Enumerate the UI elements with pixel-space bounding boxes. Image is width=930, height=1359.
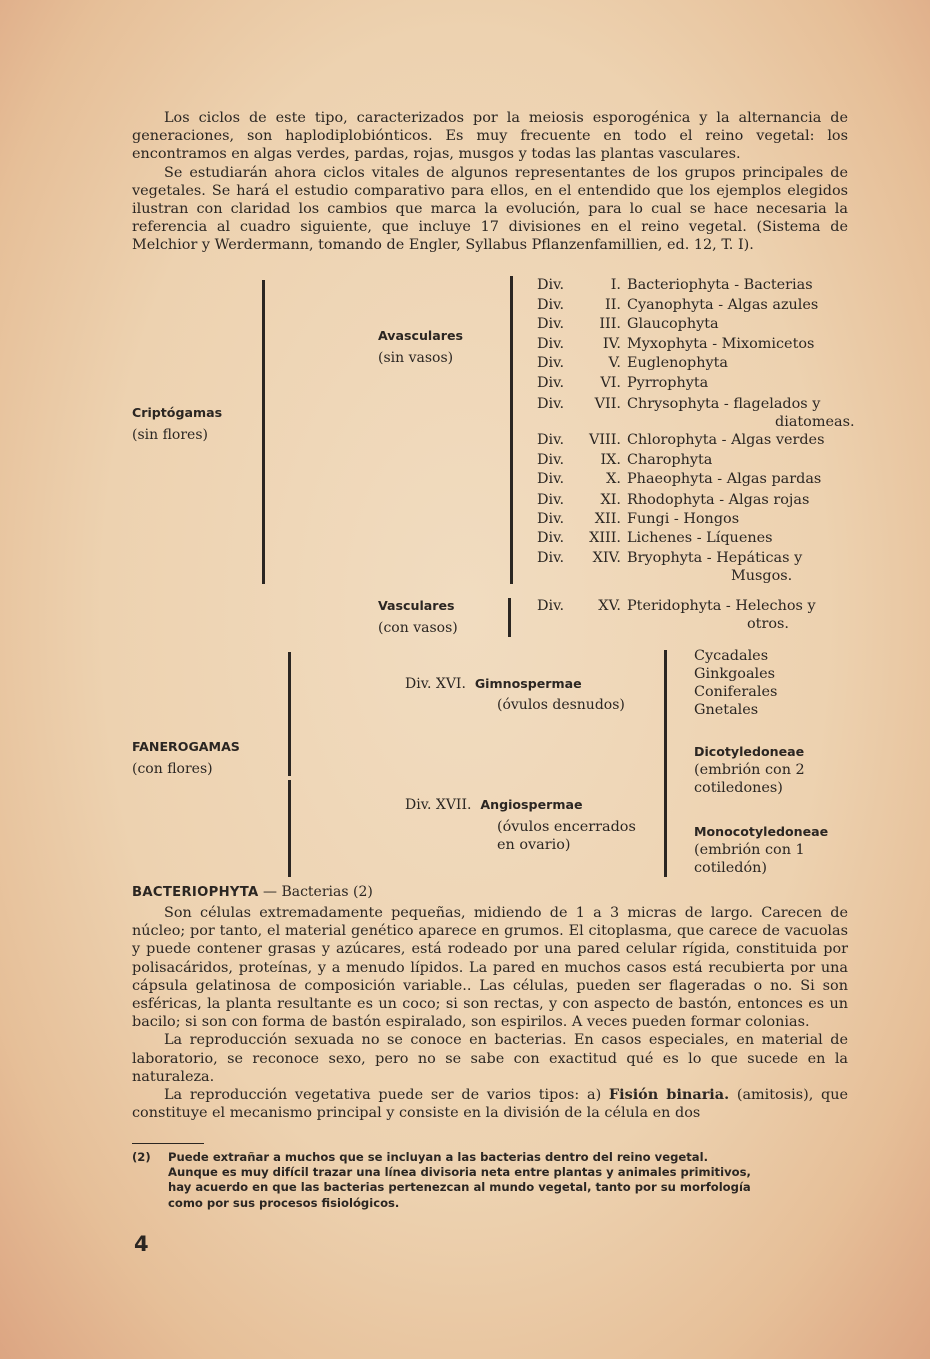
division-name: Euglenophyta: [627, 355, 729, 371]
division-prefix: Div.: [537, 396, 565, 412]
division-row: [537, 490, 809, 510]
division-name-continuation: otros.: [747, 616, 789, 632]
division-roman: II.: [605, 297, 621, 313]
bacteria-paragraph-3: La reproducción vegetativa puede ser de varios tipos: a) Fisión binaria. (amitosis), que constituye el mecanismo principal y consiste en la división de la célula en dos: [132, 1086, 848, 1122]
division-prefix: Div.: [537, 297, 565, 313]
division-prefix: Div.: [537, 316, 565, 332]
division-roman: I.: [610, 277, 621, 293]
monocot-name: Monocotyledoneae: [694, 824, 829, 839]
division-prefix: Div.: [537, 375, 565, 391]
division-roman: III.: [599, 316, 621, 332]
footnote-line-1: Puede extrañar a muchos que se incluyan a las bacterias dentro del reino vegetal.: [168, 1150, 708, 1164]
division-row: [537, 275, 813, 295]
division-name-continuation: Musgos.: [731, 568, 793, 584]
bacteria-paragraph-2: La reproducción sexuada no se conoce en bacterias. En casos especiales, en material de laboratorio, se reconoce sexo, pero no se sabe con exactitud qué es lo que sucede en la naturaleza.: [132, 1032, 848, 1085]
div17-label: Div. XVII. Angiospermae: [405, 797, 583, 813]
vasculares-label: Vasculares (con vasos): [378, 598, 458, 636]
criptogamas-bracket: [262, 280, 265, 584]
fanerogamas-bracket-lower: [288, 780, 291, 877]
div16-desc: (óvulos desnudos): [497, 697, 625, 713]
fanerogamas-bracket-upper: [288, 652, 291, 776]
order-item: Cycadales: [694, 648, 769, 664]
orders-bracket: [664, 650, 667, 877]
monocot-group: [694, 823, 828, 877]
vasculares-bracket: [508, 598, 511, 637]
division-name: Chrysophyta - flagelados y: [627, 396, 821, 412]
division-row: [537, 596, 816, 616]
division-name: Lichenes - Líquenes: [627, 530, 773, 546]
division-row: [537, 450, 712, 470]
division-name: Bacteriophyta - Bacterias: [627, 277, 813, 293]
div17-desc: (óvulos encerrados en ovario): [497, 819, 636, 853]
dicot-desc-1: (embrión con 2: [694, 762, 805, 778]
division-roman: IX.: [600, 452, 621, 468]
division-row: [537, 314, 719, 334]
footnote-line-3: hay acuerdo en que las bacterias pertenezcan al mundo vegetal, tanto por su morfología: [168, 1180, 751, 1195]
footnote-rule: [132, 1143, 204, 1144]
division-prefix: Div.: [537, 336, 565, 352]
avasculares-bracket: [510, 276, 513, 584]
gymno-orders: [694, 647, 777, 719]
division-prefix: Div.: [537, 452, 565, 468]
division-row: [537, 548, 802, 568]
page-number: 4: [134, 1232, 149, 1256]
division-name: Bryophyta - Hepáticas y: [627, 550, 803, 566]
division-row: [537, 334, 814, 354]
order-item: Coniferales: [694, 684, 778, 700]
division-name-continuation: diatomeas.: [775, 414, 855, 430]
division-prefix: Div.: [537, 355, 565, 371]
division-name: Rhodophyta - Algas rojas: [627, 492, 810, 508]
bacteria-text: [132, 904, 848, 1122]
division-prefix: Div.: [537, 530, 565, 546]
division-roman: V.: [608, 355, 621, 371]
division-name: Fungi - Hongos: [627, 511, 740, 527]
dicot-desc-2: cotiledones): [694, 780, 783, 796]
division-roman: VII.: [594, 396, 621, 412]
division-row: [537, 528, 773, 548]
division-roman: XI.: [600, 492, 621, 508]
dicot-name: Dicotyledoneae: [694, 744, 805, 759]
intro-paragraph-2: Se estudiarán ahora ciclos vitales de algunos representantes de los grupos principales de vegetales. Se hará el estudio comparativo para ellos, en el entendido que los ejemplos elegidos ilustran con claridad los cambios que marca la evolución, para lo cual se hace necesaria la referencia al cuadro siguiente, que incluye 17 divisiones en el reino vegetal. (Sistema de Melchior y Werdermann, tomando de Engler, Syllabus Pflanzenfamillien, ed. 12, T. I).: [132, 164, 848, 254]
division-name: Phaeophyta - Algas pardas: [627, 471, 822, 487]
division-row: [537, 430, 824, 450]
division-roman: VIII.: [588, 432, 621, 448]
division-prefix: Div.: [537, 432, 565, 448]
division-roman: XIV.: [592, 550, 621, 566]
order-item: Ginkgoales: [694, 666, 776, 682]
bacteria-paragraph-1: Son células extremadamente pequeñas, midiendo de 1 a 3 micras de largo. Carecen de núcleo; por tanto, el material genético aparece en grumos. El citoplasma, que carece de vacuolas y puede contener grasas y azúcares, está rodeado por una pared celular rígida, constituida por polisacáridos, proteínas, y a menudo lípidos. La pared en muchos casos está recubierta por una cápsula gelatinosa de composición variable.. Las células, pueden ser flageradas o no. Si son esféricas, la planta resultante es un coco; si son rectas, y con aspecto de bastón, entonces es un bacilo; si son con forma de bastón espiralado, son espirilos. A veces pueden formar colonias.: [132, 905, 848, 1031]
footnote-line-2: Aunque es muy difícil trazar una línea divisoria neta entre plantas y animales primitivos,: [168, 1165, 751, 1180]
criptogamas-label: Criptógamas (sin flores): [132, 405, 223, 443]
division-row: [537, 469, 821, 489]
division-name: Pyrrophyta: [627, 375, 709, 391]
division-name: Pteridophyta - Helechos y: [627, 598, 816, 614]
division-row: [537, 373, 708, 393]
division-prefix: Div.: [537, 471, 565, 487]
division-roman: VI.: [600, 375, 621, 391]
intro-text: [132, 109, 848, 255]
order-item: Gnetales: [694, 702, 759, 718]
division-prefix: Div.: [537, 598, 565, 614]
footnote-line-4: como por sus procesos fisiológicos.: [168, 1195, 400, 1210]
division-prefix: Div.: [537, 550, 565, 566]
division-name: Myxophyta - Mixomicetos: [627, 336, 815, 352]
division-roman: XV.: [598, 598, 621, 614]
division-prefix: Div.: [537, 492, 565, 508]
division-prefix: Div.: [537, 277, 565, 293]
avasculares-label: Avasculares (sin vasos): [378, 328, 463, 366]
division-name: Cyanophyta - Algas azules: [627, 297, 819, 313]
division-roman: IV.: [602, 336, 621, 352]
footnote: [132, 1150, 852, 1211]
dicot-group: [694, 743, 805, 797]
division-row: [537, 394, 820, 414]
division-row: [537, 295, 818, 315]
division-prefix: Div.: [537, 511, 565, 527]
division-roman: XII.: [594, 511, 621, 527]
footnote-mark: (2): [132, 1150, 151, 1164]
intro-paragraph-1: Los ciclos de este tipo, caracterizados por la meiosis esporogénica y la alternancia de generaciones, son haplodiplobiónticos. Es muy frecuente en todo el reino vegetal: los encontramos en algas verdes, pardas, rojas, musgos y todas las plantas vasculares.: [132, 110, 848, 163]
division-name: Glaucophyta: [627, 316, 719, 332]
fanerogamas-label: FANEROGAMAS (con flores): [132, 739, 240, 777]
division-name: Charophyta: [627, 452, 713, 468]
division-row: [537, 353, 728, 373]
division-name: Chlorophyta - Algas verdes: [627, 432, 825, 448]
monocot-desc-2: cotiledón): [694, 860, 767, 876]
monocot-desc-1: (embrión con 1: [694, 842, 805, 858]
division-roman: XIII.: [589, 530, 621, 546]
division-roman: X.: [606, 471, 621, 487]
division-row: [537, 509, 739, 529]
section-heading: BACTERIOPHYTA — Bacterias (2): [132, 884, 373, 900]
div16-label: Div. XVI. Gimnospermae: [405, 676, 582, 692]
